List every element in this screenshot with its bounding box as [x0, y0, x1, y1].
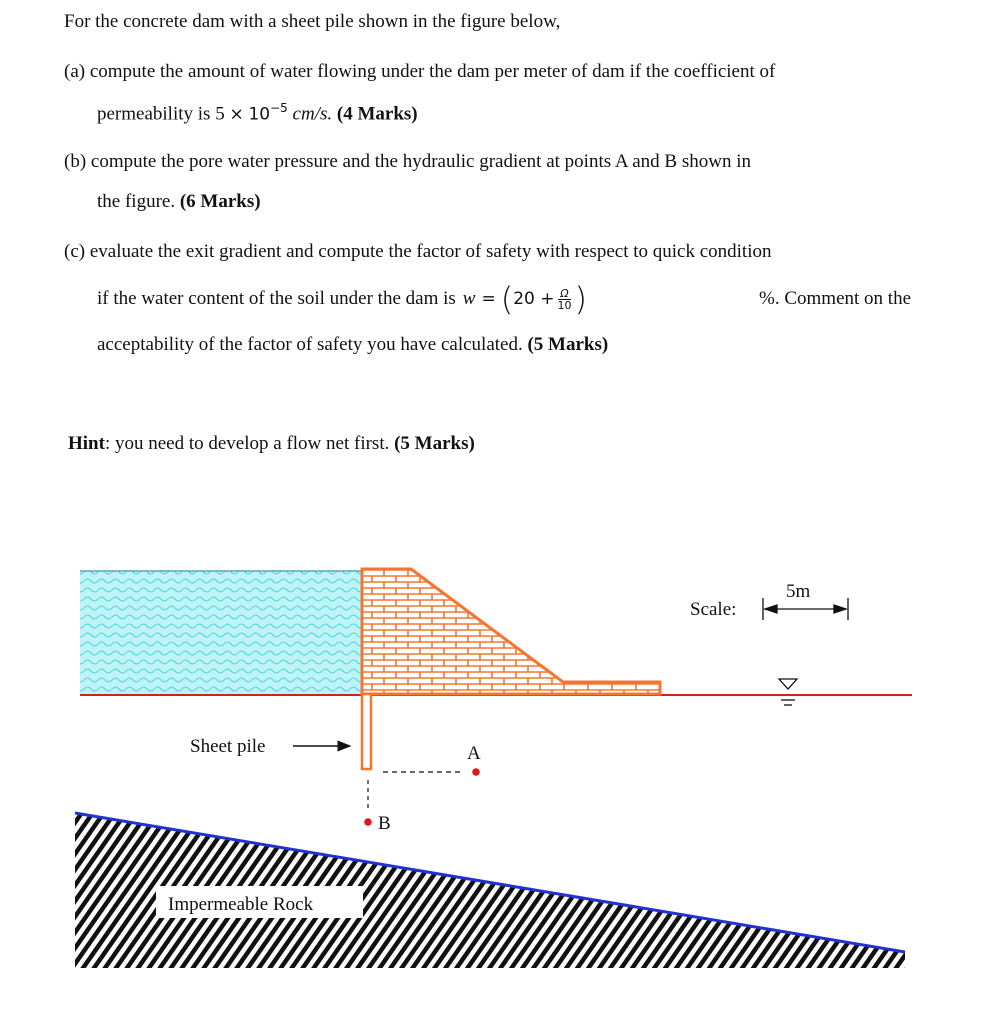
water-waves [80, 571, 362, 694]
water-content-var: w [462, 288, 476, 309]
concrete-dam [362, 569, 662, 695]
scale-length: 5m [786, 581, 811, 602]
part-c-suffix: %. Comment on the [759, 288, 911, 309]
fraction-numerator: Ω [560, 286, 569, 300]
part-c-prefix: if the water content of the soil under the dam is [97, 288, 456, 309]
point-a-label: A [467, 743, 481, 764]
part-b-line1: (b) compute the pore water pressure and the hydraulic gradient at points A and B shown in [64, 151, 751, 172]
point-a-marker [472, 768, 480, 776]
open-paren: ( [500, 280, 514, 318]
hint-text: : you need to develop a flow net first. [104, 433, 390, 454]
part-a-marks: (4 Marks) [336, 103, 418, 125]
permeability-unit: cm/s. [292, 103, 333, 125]
hint-marks: (5 Marks) [394, 433, 475, 454]
water-level-symbol [779, 679, 797, 705]
problem-intro: For the concrete dam with a sheet pile shown in the figure below, [64, 11, 561, 32]
scale-label: Scale: [690, 599, 737, 620]
point-b-label: B [378, 813, 391, 834]
part-c-marks: (5 Marks) [527, 334, 609, 355]
rock-label: Impermeable Rock [168, 894, 314, 915]
part-a-prefix: permeability is 5 [97, 103, 225, 125]
part-b-prefix: the figure. [97, 191, 176, 212]
part-b-marks: (6 Marks) [179, 191, 261, 212]
part-a-line1: (a) compute the amount of water flowing under the dam per meter of dam if the coefficient of [64, 61, 776, 82]
part-c-line3-text: acceptability of the factor of safety you have calculated. [97, 334, 523, 355]
point-b-marker [364, 818, 372, 826]
fraction-denominator: 10 [557, 298, 572, 312]
permeability-exponent: −5 [270, 101, 288, 115]
permeability-base: 10 [248, 104, 271, 125]
part-c-line1: (c) evaluate the exit gradient and compute the factor of safety with respect to quick condition [64, 241, 772, 262]
equals-sign: = [481, 289, 496, 309]
times-symbol: × [229, 104, 244, 125]
water-content-base: 20 + [513, 289, 555, 309]
sheet-pile [362, 694, 371, 769]
hint-label: Hint [68, 433, 105, 454]
close-paren: ) [574, 280, 587, 318]
sheet-pile-label: Sheet pile [190, 736, 266, 757]
